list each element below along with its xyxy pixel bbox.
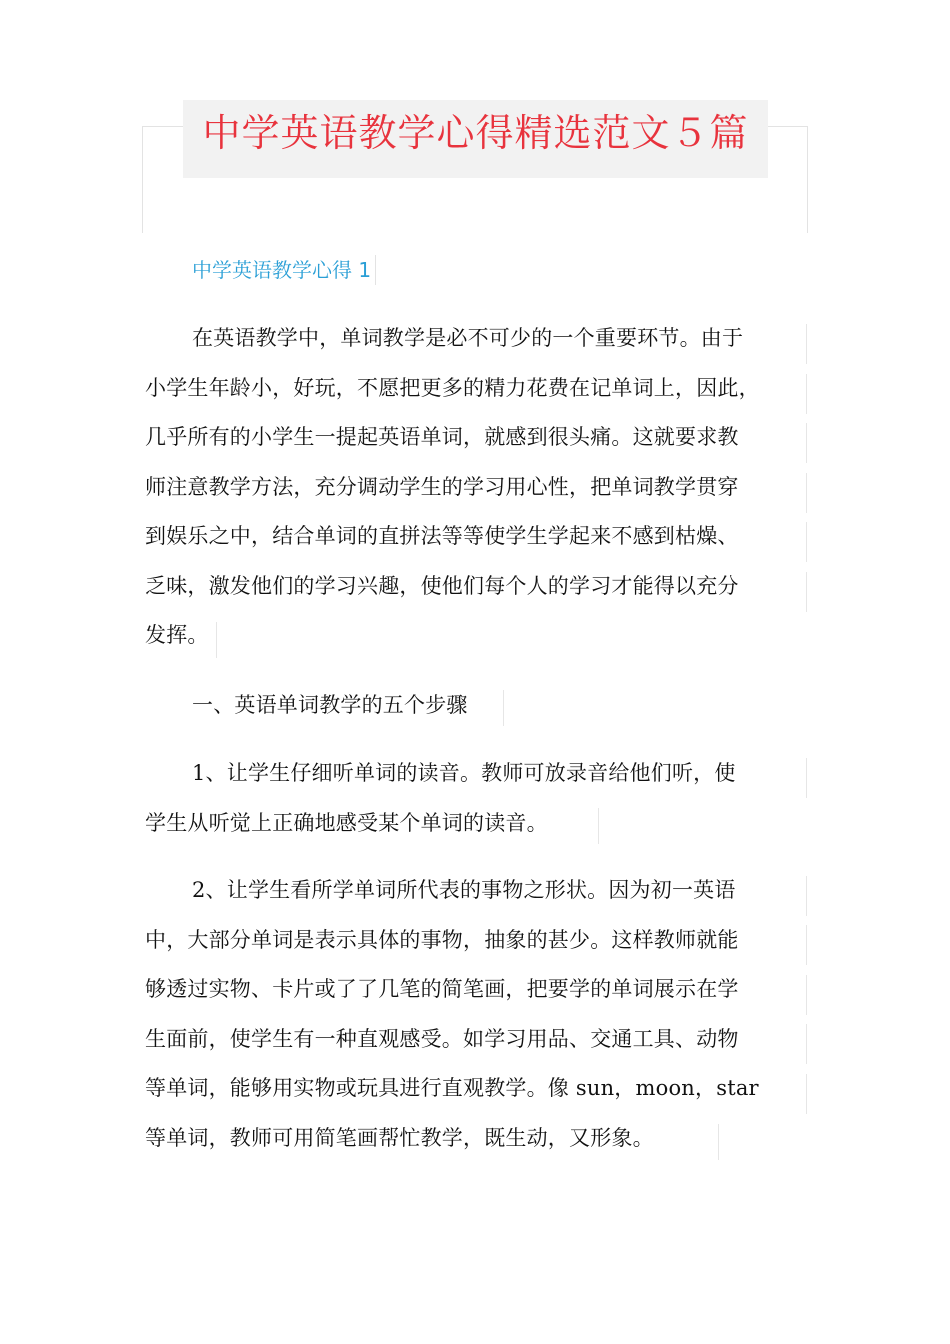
line-marker: [806, 758, 807, 798]
paragraph-line: 小学生年龄小，好玩，不愿把更多的精力花费在记单词上，因此，: [145, 375, 760, 400]
line-marker: [806, 925, 807, 965]
line-marker: [598, 808, 599, 844]
line-marker: [806, 876, 807, 916]
paragraph-line: 在英语教学中，单词教学是必不可少的一个重要环节。由于: [192, 326, 744, 350]
paragraph-line: 2、让学生看所学单词所代表的事物之形状。因为初一英语: [192, 878, 736, 902]
line-marker: [806, 423, 807, 463]
paragraph-intro: [145, 314, 807, 661]
subheading-five-steps: [145, 681, 807, 731]
line-marker: [806, 975, 807, 1015]
paragraph-line: 等单词，教师可用简笔画帮忙教学，既生动，又形象。: [145, 1125, 654, 1150]
page-frame-right: [807, 126, 808, 233]
line-marker: [216, 622, 217, 658]
line-marker: [806, 1024, 807, 1064]
line-marker: [806, 1074, 807, 1114]
paragraph-line: 师注意教学方法，充分调动学生的学习用心性，把单词教学贯穿: [145, 474, 739, 499]
line-marker: [806, 473, 807, 513]
paragraph-step-2: [145, 866, 807, 1163]
paragraph-line: 够透过实物、卡片或了了几笔的简笔画，把要学的单词展示在学: [145, 977, 739, 1001]
paragraph-line: 生面前，使学生有一种直观感受。如学习用品、交通工具、动物: [145, 1026, 739, 1051]
paragraph-line: 发挥。: [145, 623, 209, 647]
paragraph-line: 到娱乐之中，结合单词的直拼法等等使学生学起来不感到枯燥、: [145, 524, 739, 548]
paragraph-line: 等单词，能够用实物或玩具进行直观教学。像 sun，moon，star: [145, 1076, 759, 1100]
paragraph-line: 学生从听觉上正确地感受某个单词的读音。: [145, 810, 548, 835]
paragraph-step-1: [145, 749, 807, 848]
paragraph-line: 中，大部分单词是表示具体的事物，抽象的甚少。这样教师就能: [145, 927, 739, 952]
paragraph-line: 一、英语单词教学的五个步骤: [192, 693, 468, 717]
section-heading: 中学英语教学心得 1: [192, 255, 376, 285]
title-highlight: [183, 100, 768, 178]
paragraph-line: 几乎所有的小学生一提起英语单词，就感到很头痛。这就要求教: [145, 425, 739, 449]
line-marker: [806, 572, 807, 612]
line-marker: [503, 690, 504, 726]
line-marker: [718, 1124, 719, 1160]
paragraph-line: 乏味，激发他们的学习兴趣，使他们每个人的学习才能得以充分: [145, 573, 739, 598]
page-frame-left: [142, 126, 143, 233]
line-marker: [806, 324, 807, 364]
paragraph-line: 1、让学生仔细听单词的读音。教师可放录音给他们听，使: [192, 761, 736, 785]
document-title: 中学英语教学心得精选范文５篇: [202, 111, 749, 155]
line-marker: [806, 374, 807, 414]
line-marker: [806, 522, 807, 562]
